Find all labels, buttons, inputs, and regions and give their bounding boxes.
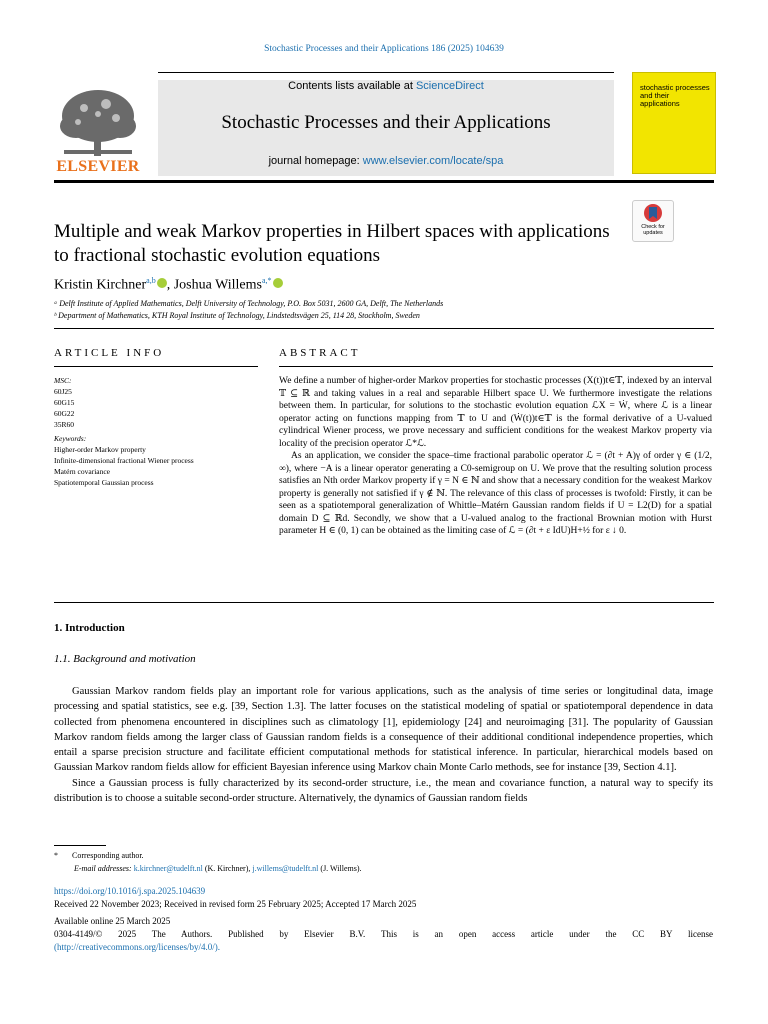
cover-title: stochastic processes and their applications [640, 83, 710, 108]
subsection-heading: 1.1. Background and motivation [54, 653, 196, 665]
email-owner: (J. Willems). [320, 864, 362, 873]
article-info-heading: ARTICLE INFO [54, 347, 165, 359]
homepage-prefix: journal homepage: [268, 155, 363, 167]
article-history [54, 885, 713, 954]
footnote-marker: * [54, 851, 58, 860]
header-rule [158, 72, 614, 73]
msc-code: 60J25 [54, 387, 72, 396]
license-link[interactable]: (http://creativecommons.org/licenses/by/4.0/). [54, 942, 221, 952]
abstract-paragraph: We define a number of higher-order Markov properties for stochastic processes (X(t))t∈𝕋, indexed by an interval 𝕋 ⊆ ℝ and taking values in a real and separable Hilbert space U. We furthermore investigate the relations between them. In particular, for solutions to the stochastic evolution equation ℒX = Ẇ, where ℒ is a linear operator acting on functions mapping from 𝕋 to U and (Ẇ(t))t∈𝕋 is the formal derivative of a U-valued cylindrical Wiener process, we prove necessary and sufficient conditions for the weakest Markov property via locality of the precision operator ℒ*ℒ. [279, 376, 712, 449]
article-title: Multiple and weak Markov properties in Hilbert spaces with applications to fractional stochastic evolution equations [54, 221, 610, 266]
article-info-rule [54, 366, 258, 367]
abstract-rule [279, 366, 713, 367]
orcid-icon[interactable] [273, 278, 283, 288]
keyword: Matérn covariance [54, 467, 111, 476]
affiliation: ᵃ Delft Institute of Applied Mathematics, Delft University of Technology, P.O. Box 5031, 2600 GA, Delft, The Netherlands [54, 299, 444, 308]
msc-code: 60G15 [54, 398, 75, 407]
received-dates: Received 22 November 2023; Received in revised form 25 February 2025; Accepted 17 March 2025 [54, 899, 417, 909]
corresponding-text: Corresponding author. [72, 851, 144, 860]
author-affil-sup[interactable]: a,b [146, 276, 156, 285]
header-thick-rule [54, 180, 714, 183]
body-text [54, 684, 713, 806]
homepage-link[interactable]: www.elsevier.com/locate/spa [362, 155, 504, 167]
keyword: Higher-order Markov property [54, 445, 146, 454]
keywords-label: Keywords: [54, 434, 87, 443]
footnote-rule [54, 845, 106, 846]
bookmark-icon [633, 201, 673, 225]
check-for-updates-label: Check for updates [641, 224, 665, 236]
email-link[interactable]: k.kirchner@tudelft.nl [133, 864, 203, 873]
msc-code: 60G22 [54, 409, 75, 418]
email-label: E-mail addresses: [74, 864, 132, 873]
abstract-heading: ABSTRACT [279, 347, 361, 359]
msc-label: MSC: [54, 376, 72, 385]
msc-code: 35R60 [54, 420, 75, 429]
corresponding-footnote [54, 851, 144, 860]
author-name[interactable]: Joshua Willems [173, 277, 262, 293]
journal-reference[interactable]: Stochastic Processes and their Applications 186 (2025) 104639 [264, 44, 504, 54]
abstract-paragraph: As an application, we consider the space–time fractional parabolic operator ℒ = (∂t + A)γ of order γ ∈ (1/2, ∞), where −A is a linear operator generating a C0-semigroup on U. We prove that the resulting solution process satisfies an Nth order Markov property if γ = N ∈ ℕ and show that a necessary condition for the weakest Markov property is generally not satisfied if γ ∉ ℕ. The relevance of this class of processes is twofold: Firstly, it can be seen as a spatiotemporal generalization of Whittle–Matérn Gaussian random fields if U = L2(D) for a spatial domain D ⊆ ℝd. Secondly, we show that a U-valued analog to the fractional Brownian motion with Hurst parameter H ∈ (0, 1) can be obtained as the limiting case of ℒ = (∂t + ε IdU)H+½ for ε ↓ 0. [279, 451, 712, 536]
email-owner: (K. Kirchner), [204, 864, 251, 873]
orcid-icon[interactable] [157, 278, 167, 288]
article-info-panel [54, 375, 254, 488]
author-affil-sup[interactable]: a,* [261, 276, 272, 285]
doi-link[interactable]: https://doi.org/10.1016/j.spa.2025.104639 [54, 886, 206, 896]
author-name[interactable]: Kristin Kirchner [54, 277, 147, 293]
email-footnote [74, 864, 362, 873]
author-list: Kristin Kirchner$^{a,b}$ , Joshua Willems$^{a,*}$ [54, 276, 654, 294]
affiliation: ᵇ Department of Mathematics, KTH Royal Institute of Technology, Lindstedtsvägen 25, 114 28, Stockholm, Sweden [54, 311, 420, 320]
journal-homepage-line [158, 155, 614, 167]
sciencedirect-link[interactable]: ScienceDirect [415, 80, 484, 92]
license-text: 0304-4149/© 2025 The Authors. Published by Elsevier B.V. This is an open access article under the CC BY license [54, 929, 713, 939]
keyword: Spatiotemporal Gaussian process [54, 478, 154, 487]
body-paragraph: Since a Gaussian process is fully characterized by its second-order structure, i.e., the mean and covariance function, a natural way to specify its distribution is to choose a suitable second-order structure. Alternatively, the dynamics of Gaussian random fields [54, 777, 713, 805]
email-link[interactable]: j.willems@tudelft.nl [252, 864, 319, 873]
abstract-bottom-rule [54, 602, 714, 603]
section-rule [54, 328, 714, 329]
keyword: Infinite-dimensional fractional Wiener process [54, 456, 194, 465]
section-heading: 1. Introduction [54, 622, 125, 634]
available-online: Available online 25 March 2025 [54, 916, 171, 926]
journal-title: Stochastic Processes and their Applications [221, 112, 551, 133]
contents-prefix: Contents lists available at [288, 80, 416, 92]
abstract-body [279, 375, 712, 538]
publisher-wordmark: ELSEVIER [56, 158, 140, 175]
body-paragraph: Gaussian Markov random fields play an important role for various applications, such as the analysis of time series or longitudinal data, image processing and spatial statistics, see e.g. [39, Section 1.3]. The latter focuses on the statistical modeling of spatial or spatiotemporal dependence in data collected from phenomena encountered in disciplines such as climatology [1], epidemiology [24] and neuroimaging [31]. The popularity of Gaussian Markov random fields among the larger class of Gaussian random fields is a consequence of their additional conditional independence properties, which entail a sparse precision structure and facilitate efficient computational methods for statistical inference. In particular, hierarchical models based on Gaussian Markov random fields allow for efficient Bayesian inference using Markov chain Monte Carlo methods, see for instance [39, Section 4.1]. [54, 686, 713, 774]
contents-line [158, 80, 614, 92]
